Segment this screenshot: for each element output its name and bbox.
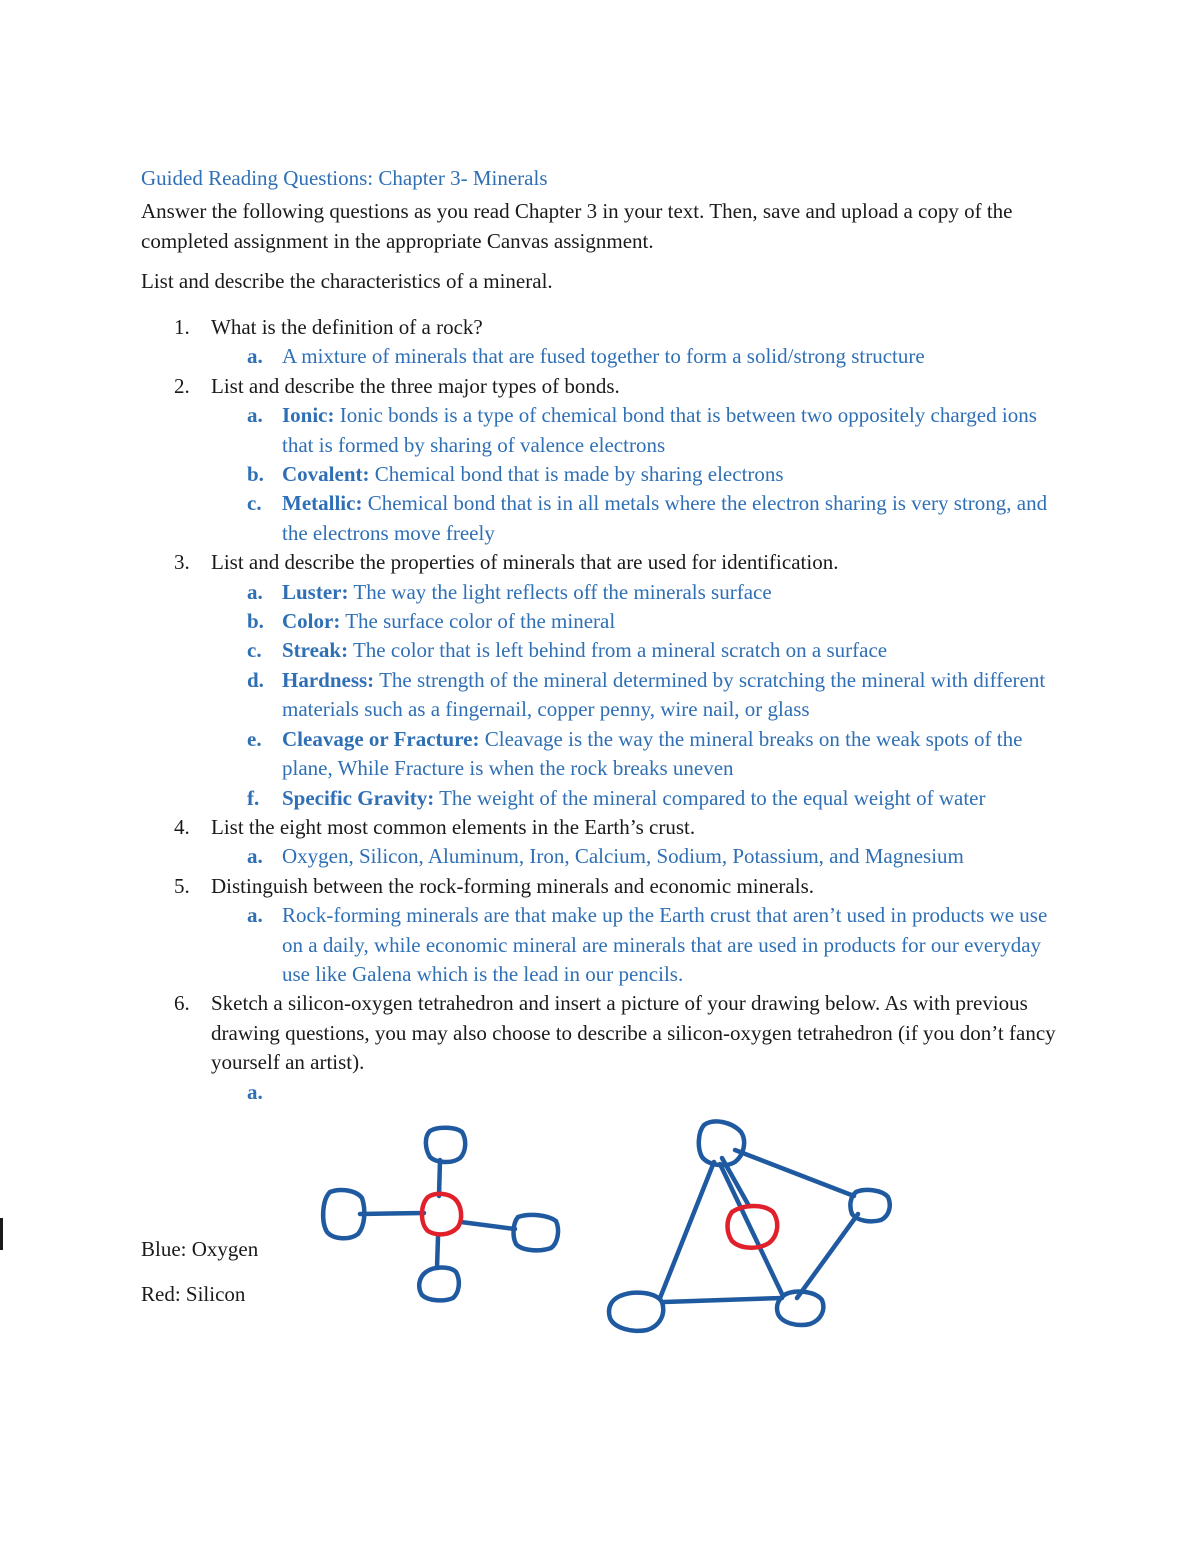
answer-term: Ionic:	[282, 403, 335, 428]
answer-term: Covalent:	[282, 462, 370, 487]
answer-letter: b.	[247, 462, 264, 487]
answer-term: Hardness:	[282, 667, 375, 692]
bond-line	[797, 1214, 858, 1298]
answer-letter: e.	[247, 726, 262, 751]
bond-line	[439, 1160, 440, 1196]
oxygen-atom	[419, 1268, 459, 1301]
question-number: 2.	[174, 373, 190, 398]
question-text: Sketch a silicon-oxygen tetrahedron and insert a picture of your drawing below. As with previous drawing questions, you may also choose to describe a silicon-oxygen tetrahedron (if you don’t fancy yourself an artist).	[211, 991, 1056, 1075]
answer-text: Cleavage is the way the mineral breaks on the weak spots of the plane, While Fracture is when the rock breaks uneven	[282, 726, 1023, 781]
bond-line	[437, 1237, 438, 1268]
answer-term: Streak:	[282, 638, 349, 663]
question-number: 1.	[174, 315, 190, 339]
answer-text: A mixture of minerals that are fused together to form a solid/strong structure	[282, 344, 925, 369]
question-number: 4.	[174, 814, 190, 839]
answer-letter: d.	[247, 667, 264, 692]
question-number: 5.	[174, 873, 190, 898]
answer-text: The surface color of the mineral	[345, 609, 616, 634]
sketch-star-tetrahedron	[323, 1128, 558, 1301]
answer-term: Cleavage or Fracture:	[282, 726, 480, 751]
question-text: List and describe the properties of minerals that are used for identification.	[211, 550, 839, 575]
question-text: Distinguish between the rock-forming minerals and economic minerals.	[211, 873, 815, 898]
answer-letter: a.	[247, 844, 263, 869]
oxygen-atom	[850, 1190, 889, 1221]
answer-letter: c.	[247, 638, 262, 663]
answer-text: The way the light reflects off the minerals surface	[353, 579, 772, 604]
answer-letter: b.	[247, 609, 264, 634]
question-text: List the eight most common elements in the Earth’s crust.	[211, 814, 696, 839]
legend-oxygen: Blue: Oxygen	[141, 1237, 259, 1261]
bond-line	[664, 1298, 782, 1302]
question-text: List and describe the three major types of bonds.	[211, 373, 620, 398]
oxygen-atom	[514, 1215, 559, 1250]
answer-term: Metallic:	[282, 491, 363, 516]
bond-line	[660, 1162, 714, 1298]
sketch-triangle-tetrahedron	[609, 1121, 890, 1330]
answer-letter: a.	[247, 403, 263, 428]
answer-term: Color:	[282, 609, 341, 634]
answer-term: Luster:	[282, 579, 349, 604]
question-number: 3.	[174, 550, 190, 575]
question-text: What is the definition of a rock?	[211, 315, 483, 339]
answer-letter: a.	[247, 903, 263, 928]
answer-text: Chemical bond that is made by sharing electrons	[374, 462, 784, 487]
answer-term: Specific Gravity:	[282, 785, 435, 810]
answer-text: Ionic bonds is a type of chemical bond that is between two oppositely charged ions that is formed by sharing of valence electrons	[282, 403, 1037, 457]
answer-text: Rock-forming minerals are that make up the Earth crust that aren’t used in products we use on a daily, while economic mineral are minerals that are used in products for our everyday use like Galena which is the lead in our pencils.	[282, 903, 1048, 986]
answer-letter: f.	[247, 785, 260, 810]
page-title: Guided Reading Questions: Chapter 3- Minerals	[141, 166, 548, 190]
oxygen-atom	[609, 1293, 663, 1331]
answer-text: The color that is left behind from a mineral scratch on a surface	[352, 638, 888, 663]
silicon-atom	[422, 1194, 461, 1235]
prompt-line: List and describe the characteristics of a mineral.	[141, 269, 553, 293]
question-number: 6.	[174, 991, 190, 1016]
legend-silicon: Red: Silicon	[141, 1282, 246, 1306]
answer-letter: a.	[247, 1079, 263, 1104]
answer-letter: a.	[247, 344, 263, 369]
bond-line	[735, 1150, 854, 1196]
answer-text: The strength of the mineral determined by scratching the mineral with different materials such as a fingernail, copper penny, wire nail, or glass	[282, 667, 1046, 722]
answer-letter: c.	[247, 491, 262, 516]
intro-paragraph: Answer the following questions as you read Chapter 3 in your text. Then, save and upload a copy of the completed assignment in the appropriate Canvas assignment.	[141, 199, 1013, 253]
answer-text: Oxygen, Silicon, Aluminum, Iron, Calcium, Sodium, Potassium, and Magnesium	[282, 844, 964, 869]
bond-line	[461, 1222, 515, 1229]
oxygen-atom	[426, 1128, 465, 1162]
bond-line	[360, 1213, 424, 1214]
answer-letter: a.	[247, 579, 263, 604]
answer-text: Chemical bond that is in all metals where the electron sharing is very strong, and the electrons move freely	[282, 491, 1048, 545]
answer-text: The weight of the mineral compared to the equal weight of water	[439, 785, 986, 810]
